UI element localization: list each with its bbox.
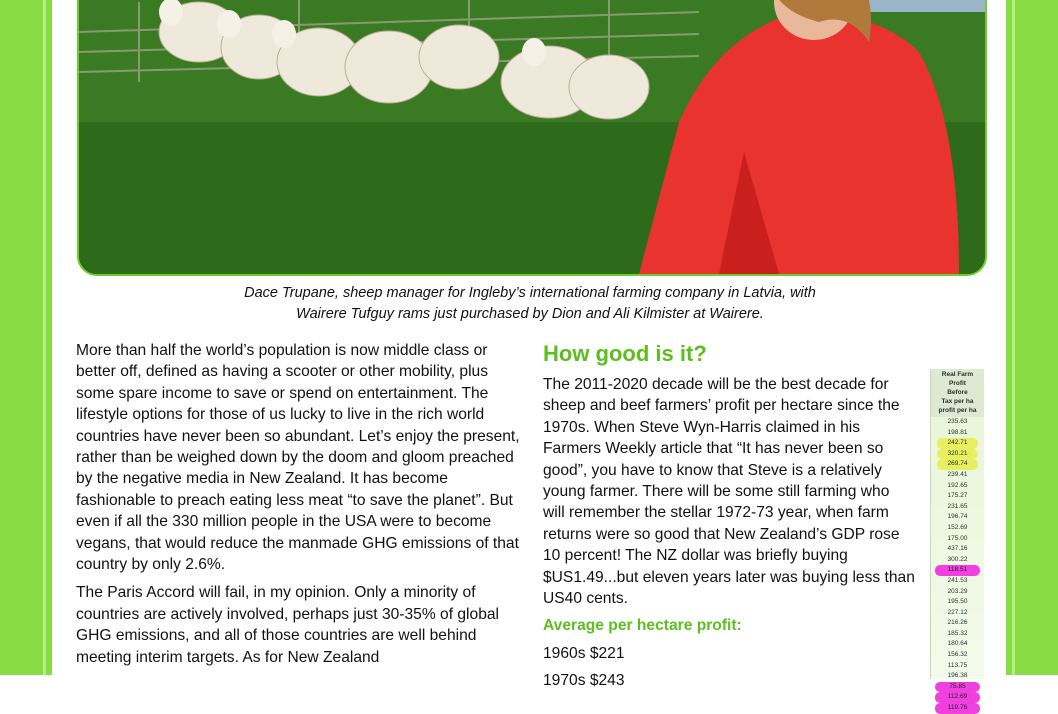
- caption-line-2: Wairere Tufguy rams just purchased by Dion and Ali Kilmister at Wairere.: [296, 306, 764, 322]
- profit-table-value: 231.65: [947, 502, 968, 510]
- profit-table-value: 180.64: [947, 640, 968, 648]
- profit-table-value: 185.32: [947, 629, 968, 637]
- photo-illustration: [79, 0, 985, 274]
- profit-table-value: 175.27: [947, 492, 968, 500]
- decade-profit: 1970s $243: [543, 672, 625, 690]
- paragraph: The 2011-2020 decade will be the best decade for sheep and beef farmers’ profit per hectare since the 1970s. When Steve Wyn-Harris claimed in his Farmers Weekly article that “It has never been so good”, you have to know that Steve is a relatively young farmer. There will be some still farming who will remember the stellar 1972-73 year, when farm returns were so good that New Zealand’s GDP rose 10 percent! The NZ dollar was briefly buying $US1.49...but eleven years later was buying less than US40 cents.: [543, 376, 915, 608]
- decade-profit: 1960s $221: [543, 644, 625, 662]
- profit-table-value: 113.75: [947, 661, 968, 669]
- profit-table-value: 156.32: [947, 651, 968, 659]
- profit-table-header-line: Before: [947, 389, 968, 396]
- profit-table: [930, 369, 984, 712]
- profit-table-value: 75.85: [935, 682, 980, 693]
- profit-table-value: 195.50: [947, 598, 968, 606]
- profit-table-value: 203.29: [947, 587, 968, 595]
- profit-table-header-line: profit per ha: [938, 407, 977, 414]
- profit-table-header-line: Profit: [949, 380, 966, 387]
- profit-table-value: 216.26: [947, 619, 968, 627]
- profit-table-value: 320.21: [937, 449, 978, 460]
- profit-table-value: 118.51: [935, 565, 980, 576]
- caption-line-1: Dace Trupane, sheep manager for Ingleby’s international farming company in Latvia, with: [244, 285, 816, 301]
- profit-table-value: 239.41: [947, 470, 968, 478]
- section-heading: How good is it?: [543, 341, 707, 366]
- profit-table-value: 196.74: [947, 513, 968, 521]
- subheading: Average per hectare profit:: [543, 617, 742, 635]
- profit-table-header: [931, 369, 984, 417]
- profit-table-rows: [931, 417, 984, 714]
- profit-table-value: 152.69: [947, 523, 968, 531]
- right-green-border: [1006, 0, 1058, 675]
- middle-column: [543, 340, 915, 698]
- left-green-border: [0, 0, 52, 675]
- profit-table-value: 235.63: [947, 418, 968, 425]
- sheep-photo: [77, 0, 987, 276]
- profit-table-value: 175.00: [947, 534, 968, 542]
- profit-table-value: 112.69: [935, 692, 980, 703]
- profit-table-header-line: Real Farm: [941, 371, 974, 378]
- paragraph: The Paris Accord will fail, in my opinion. Only a minority of countries are actively involved, perhaps just 30-35% of global GHG emissions, and all of those countries are well behind meeting interim targets. As for New Zealand: [76, 584, 500, 666]
- profit-table-value: 192.65: [947, 481, 968, 489]
- profit-table-value: 119.76: [935, 703, 980, 714]
- left-column: [76, 340, 520, 675]
- photo-caption: [150, 283, 910, 325]
- profit-table-value: 300.22: [947, 555, 968, 563]
- profit-table-value: 241.53: [947, 576, 968, 584]
- profit-table-value: 269.74: [937, 459, 978, 470]
- profit-table-value: 198.81: [947, 428, 968, 436]
- profit-table-value: 227.12: [947, 608, 968, 616]
- profit-table-value: 196.38: [947, 672, 968, 680]
- profit-table-value: 437.16: [947, 545, 968, 553]
- paragraph: More than half the world’s population is now middle class or better off, defined as having a scooter or other mobility, plus some spare income to save or spend on entertainment. The lifestyle options for those of us lucky to live in the rich world countries have never been so abundant. Let’s enjoy the present, rather than be weighed down by the doom and gloom preached by the negative media in New Zealand. It has become fashionable to preach eating less meat “to save the planet”. But even if all the 330 million people in the USA were to become vegans, that would reduce the manmade GHG emissions of that country by only 2.6%.: [76, 342, 520, 574]
- profit-table-value: 242.71: [937, 438, 978, 449]
- profit-table-header-line: Tax per ha: [941, 398, 974, 405]
